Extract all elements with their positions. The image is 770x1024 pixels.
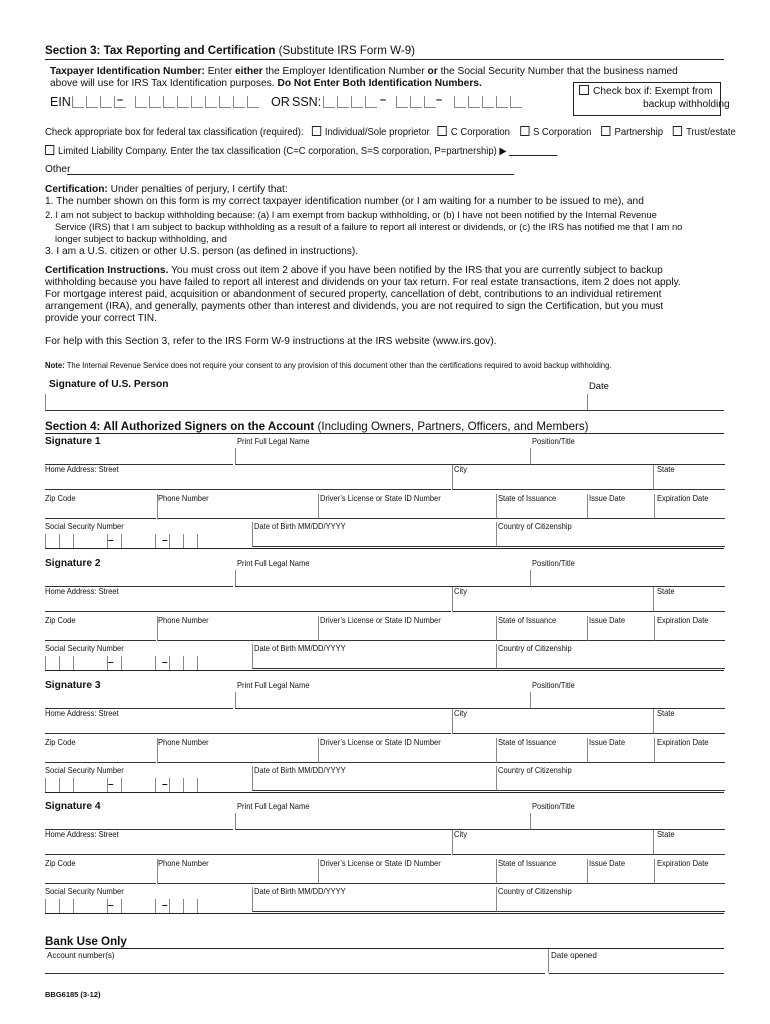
expiration-date-field[interactable] [654, 494, 725, 519]
date-opened-field[interactable] [549, 949, 724, 974]
position-label: Position/Title [532, 559, 575, 568]
classification-option[interactable] [520, 127, 591, 138]
tin-instructions-line2 [50, 78, 482, 90]
ssn-dash: – [162, 900, 168, 911]
phone-field[interactable] [157, 616, 318, 641]
ssn-dash: – [436, 94, 443, 106]
city-field[interactable] [452, 465, 653, 490]
citizenship-label: Country of Citizenship [498, 644, 572, 653]
citizenship-field[interactable] [496, 887, 725, 912]
or-label: OR [271, 95, 290, 109]
ssn-dash: – [162, 657, 168, 668]
note-text: The Internal Revenue Service does not require your consent to any provision of this document other than the certifications required to avoid backup withholding. [66, 360, 612, 370]
state-label: State [657, 709, 675, 718]
note-line [45, 360, 612, 370]
city-field[interactable] [452, 830, 653, 855]
state-issuance-label: State of Issuance [498, 859, 557, 868]
certification-intro: Under penalties of perjury, I certify that: [110, 184, 288, 195]
ssn-label: Social Security Number [45, 522, 124, 531]
license-label: Driver’s License or State ID Number [320, 494, 441, 503]
license-field[interactable] [318, 859, 496, 884]
signer-ssn-field[interactable] [45, 778, 211, 792]
ein-dash: – [117, 94, 124, 106]
ssn-dash: – [380, 94, 387, 106]
exempt-label-line1: Check box if: Exempt from [593, 86, 713, 97]
street-field[interactable] [45, 709, 451, 734]
classification-option[interactable] [602, 127, 663, 138]
tin-either: either [234, 66, 263, 77]
ssn-label: Social Security Number [45, 644, 124, 653]
section3-title [45, 44, 415, 58]
print-name-label: Print Full Legal Name [237, 681, 310, 690]
zip-label: Zip Code [45, 494, 76, 503]
other-label: Other [45, 164, 71, 175]
print-name-field[interactable] [235, 813, 530, 830]
state-issuance-label: State of Issuance [498, 616, 557, 625]
checkbox-icon[interactable] [520, 126, 529, 136]
state-issuance-label: State of Issuance [498, 494, 557, 503]
state-issuance-field[interactable] [496, 494, 587, 519]
ssn-label: SSN: [292, 95, 322, 109]
state-field[interactable] [653, 587, 725, 612]
tin-text: above will use for IRS Tax Identification purposes. [50, 78, 275, 89]
form-code: BBG6185 (3-12) [45, 990, 101, 999]
city-label: City [454, 709, 467, 718]
option-label: S Corporation [532, 127, 592, 138]
city-field[interactable] [452, 587, 653, 612]
citizenship-field[interactable] [496, 644, 725, 669]
state-label: State [657, 465, 675, 474]
cert-instructions-line2: withholding because you have failed to report all interest and dividends on your tax return. For real estate transactions, item 2 does not apply. [45, 277, 681, 288]
signer-title: Signature 1 [45, 436, 101, 447]
expiration-date-label: Expiration Date [657, 494, 709, 503]
expiration-date-label: Expiration Date [657, 859, 709, 868]
ein-label: EIN: [50, 95, 75, 109]
llc-checkbox[interactable] [45, 145, 54, 155]
position-field[interactable] [530, 448, 725, 465]
zip-field[interactable] [45, 859, 156, 884]
exempt-checkbox[interactable] [579, 85, 589, 95]
ssn-label: Social Security Number [45, 887, 124, 896]
checkbox-icon[interactable] [673, 126, 682, 136]
ssn-field-part2[interactable] [396, 96, 438, 108]
license-field[interactable] [318, 738, 496, 763]
issue-date-field[interactable] [587, 494, 654, 519]
llc-row [45, 145, 558, 158]
signer-ssn-field[interactable] [45, 656, 211, 670]
phone-field[interactable] [157, 738, 318, 763]
citizenship-label: Country of Citizenship [498, 766, 572, 775]
issue-date-label: Issue Date [589, 738, 626, 747]
exempt-checkbox-row[interactable] [579, 85, 712, 98]
ssn-dash: – [162, 779, 168, 790]
cert-instructions-line3: For mortgage interest paid, acquisition or abandonment of secured property, cancellation of debt, contributions to an individual retirement [45, 289, 662, 300]
dob-field[interactable] [252, 887, 496, 912]
signer-divider [45, 670, 724, 671]
section4-title-bold: Section 4: All Authorized Signers on the Account [45, 420, 315, 433]
street-label: Home Address: Street [45, 465, 119, 474]
license-field[interactable] [318, 616, 496, 641]
state-field[interactable] [653, 830, 725, 855]
account-number-label: Account number(s) [47, 951, 115, 960]
license-label: Driver’s License or State ID Number [320, 738, 441, 747]
dob-label: Date of Birth MM/DD/YYYY [254, 522, 346, 531]
cert-item-1: 1. The number shown on this form is my correct taxpayer identification number (or I am waiting for a number to be issued to me), and [45, 196, 644, 207]
expiration-date-label: Expiration Date [657, 616, 709, 625]
signature-field[interactable] [45, 448, 233, 465]
issue-date-label: Issue Date [589, 494, 626, 503]
state-field[interactable] [653, 465, 725, 490]
citizenship-field[interactable] [496, 522, 725, 547]
issue-date-label: Issue Date [589, 859, 626, 868]
position-field[interactable] [530, 570, 725, 587]
signature-us-person-field[interactable] [45, 394, 724, 411]
tin-text: Enter [207, 66, 233, 77]
other-input[interactable] [67, 174, 514, 175]
option-label: C Corporation [450, 127, 510, 138]
date-opened-label: Date opened [551, 951, 597, 960]
citizenship-label: Country of Citizenship [498, 887, 572, 896]
cert-instructions-text: You must cross out item 2 above if you have been notified by the IRS that you are currently subject to backup [171, 265, 663, 276]
cert-instructions-line1 [45, 265, 663, 277]
dob-label: Date of Birth MM/DD/YYYY [254, 887, 346, 896]
signature-field[interactable] [45, 692, 233, 709]
certification-heading: Certification: [45, 184, 108, 195]
tax-classification-row [45, 126, 736, 139]
print-name-field[interactable] [235, 692, 530, 709]
phone-label: Phone Number [158, 616, 209, 625]
street-field[interactable] [45, 830, 451, 855]
signature-us-person-label: Signature of U.S. Person [49, 379, 169, 390]
ssn-dash: – [108, 535, 114, 546]
tin-heading: Taxpayer Identification Number: [50, 66, 205, 77]
dob-field[interactable] [252, 644, 496, 669]
state-field[interactable] [653, 709, 725, 734]
license-label: Driver’s License or State ID Number [320, 859, 441, 868]
issue-date-field[interactable] [587, 859, 654, 884]
print-name-field[interactable] [235, 570, 530, 587]
signer-ssn-field[interactable] [45, 534, 211, 548]
option-label: Partnership [614, 127, 663, 138]
classification-option[interactable] [312, 127, 430, 138]
classification-option[interactable] [438, 127, 510, 138]
dob-field[interactable] [252, 766, 496, 791]
ssn-field-part3[interactable] [454, 96, 524, 108]
issue-date-field[interactable] [587, 738, 654, 763]
zip-label: Zip Code [45, 616, 76, 625]
street-label: Home Address: Street [45, 830, 119, 839]
signer-divider [45, 913, 724, 914]
signature-date-label: Date [589, 380, 609, 391]
tin-warning: Do Not Enter Both Identification Numbers. [277, 78, 482, 89]
cert-instructions-line5: provide your correct TIN. [45, 313, 157, 324]
state-issuance-label: State of Issuance [498, 738, 557, 747]
print-name-label: Print Full Legal Name [237, 559, 310, 568]
tin-or: or [427, 66, 438, 77]
signer-divider [45, 548, 724, 549]
llc-label: Limited Liability Company. Enter the tax classification (C=C corporation, S=S corporation, P=partnership) ▶ [58, 146, 507, 157]
phone-label: Phone Number [158, 859, 209, 868]
position-label: Position/Title [532, 681, 575, 690]
tin-text: the Social Security Number that the business named [440, 66, 678, 77]
option-label: Individual/Sole proprietor [324, 127, 430, 138]
cert-item-3: 3. I am a U.S. citizen or other U.S. person (as defined in instructions). [45, 246, 359, 257]
signer-divider [45, 792, 724, 793]
checkbox-icon[interactable] [312, 126, 321, 136]
checkbox-icon[interactable] [602, 126, 611, 136]
signer-ssn-field[interactable] [45, 899, 211, 913]
phone-field[interactable] [157, 859, 318, 884]
expiration-date-field[interactable] [654, 738, 725, 763]
cert-item-2-line2: Service (IRS) that I am subject to backup withholding as a result of a failure to report all interest or dividends, or (c) the IRS has notified me that I am no [55, 221, 683, 232]
print-name-field[interactable] [235, 448, 530, 465]
section3-rule [45, 59, 724, 60]
state-label: State [657, 587, 675, 596]
street-field[interactable] [45, 465, 451, 490]
print-name-label: Print Full Legal Name [237, 802, 310, 811]
bank-use-title: Bank Use Only [45, 935, 127, 948]
section4-title-light: (Including Owners, Partners, Officers, and Members) [317, 420, 589, 433]
signature-field[interactable] [45, 813, 233, 830]
ssn-dash: – [108, 657, 114, 668]
ssn-label: Social Security Number [45, 766, 124, 775]
zip-field[interactable] [45, 494, 156, 519]
option-label: Trust/estate [686, 127, 736, 138]
position-label: Position/Title [532, 802, 575, 811]
license-field[interactable] [318, 494, 496, 519]
section4-rule [45, 433, 724, 434]
llc-classification-input[interactable] [509, 155, 557, 156]
position-field[interactable] [530, 692, 725, 709]
checkbox-icon[interactable] [438, 126, 447, 136]
city-label: City [454, 465, 467, 474]
tin-text: the Employer Identification Number [265, 66, 425, 77]
note-heading: Note: [45, 360, 65, 370]
state-issuance-field[interactable] [496, 859, 587, 884]
street-label: Home Address: Street [45, 709, 119, 718]
ssn-dash: – [108, 900, 114, 911]
position-field[interactable] [530, 813, 725, 830]
city-label: City [454, 830, 467, 839]
city-field[interactable] [452, 709, 653, 734]
zip-field[interactable] [45, 616, 156, 641]
tin-instructions-line1 [50, 66, 730, 78]
print-name-label: Print Full Legal Name [237, 437, 310, 446]
state-issuance-field[interactable] [496, 738, 587, 763]
city-label: City [454, 587, 467, 596]
expiration-date-field[interactable] [654, 616, 725, 641]
certification-heading-row [45, 184, 288, 196]
ssn-dash: – [108, 779, 114, 790]
ssn-dash: – [162, 535, 168, 546]
issue-date-label: Issue Date [589, 616, 626, 625]
section4-title [45, 420, 589, 434]
state-label: State [657, 830, 675, 839]
cert-item-2-line3: longer subject to backup withholding, and [55, 233, 227, 244]
street-label: Home Address: Street [45, 587, 119, 596]
ssn-field-part1[interactable] [323, 96, 379, 108]
signer-title: Signature 4 [45, 801, 101, 812]
dob-label: Date of Birth MM/DD/YYYY [254, 766, 346, 775]
citizenship-label: Country of Citizenship [498, 522, 572, 531]
expiration-date-field[interactable] [654, 859, 725, 884]
section3-title-light: (Substitute IRS Form W-9) [278, 44, 416, 57]
exempt-label-line2: backup withholding [643, 99, 730, 110]
zip-field[interactable] [45, 738, 156, 763]
classification-label: Check appropriate box for federal tax classification (required): [45, 127, 304, 138]
signer-title: Signature 2 [45, 558, 101, 569]
phone-label: Phone Number [158, 738, 209, 747]
expiration-date-label: Expiration Date [657, 738, 709, 747]
phone-label: Phone Number [158, 494, 209, 503]
account-number-field[interactable] [45, 949, 545, 974]
issue-date-field[interactable] [587, 616, 654, 641]
ein-field-part2[interactable] [135, 96, 261, 108]
section3-title-bold: Section 3: Tax Reporting and Certification [45, 44, 276, 57]
phone-field[interactable] [157, 494, 318, 519]
cert-instructions-heading: Certification Instructions. [45, 265, 169, 276]
zip-label: Zip Code [45, 738, 76, 747]
position-label: Position/Title [532, 437, 575, 446]
signature-field[interactable] [45, 570, 233, 587]
cert-item-2-line1: 2. I am not subject to backup withholding because: (a) I am exempt from backup withholding, or (b) I have not been notified by the Internal Revenue [45, 209, 657, 220]
help-text: For help with this Section 3, refer to the IRS Form W-9 instructions at the IRS website (www.irs.gov). [45, 336, 497, 347]
dob-field[interactable] [252, 522, 496, 547]
citizenship-field[interactable] [496, 766, 725, 791]
classification-option[interactable] [673, 127, 736, 138]
cert-instructions-line4: arrangement (IRA), and generally, payments other than interest and dividends, you are not required to sign the Certification, but you must [45, 301, 664, 312]
dob-label: Date of Birth MM/DD/YYYY [254, 644, 346, 653]
license-label: Driver’s License or State ID Number [320, 616, 441, 625]
zip-label: Zip Code [45, 859, 76, 868]
street-field[interactable] [45, 587, 451, 612]
state-issuance-field[interactable] [496, 616, 587, 641]
signer-title: Signature 3 [45, 680, 101, 691]
